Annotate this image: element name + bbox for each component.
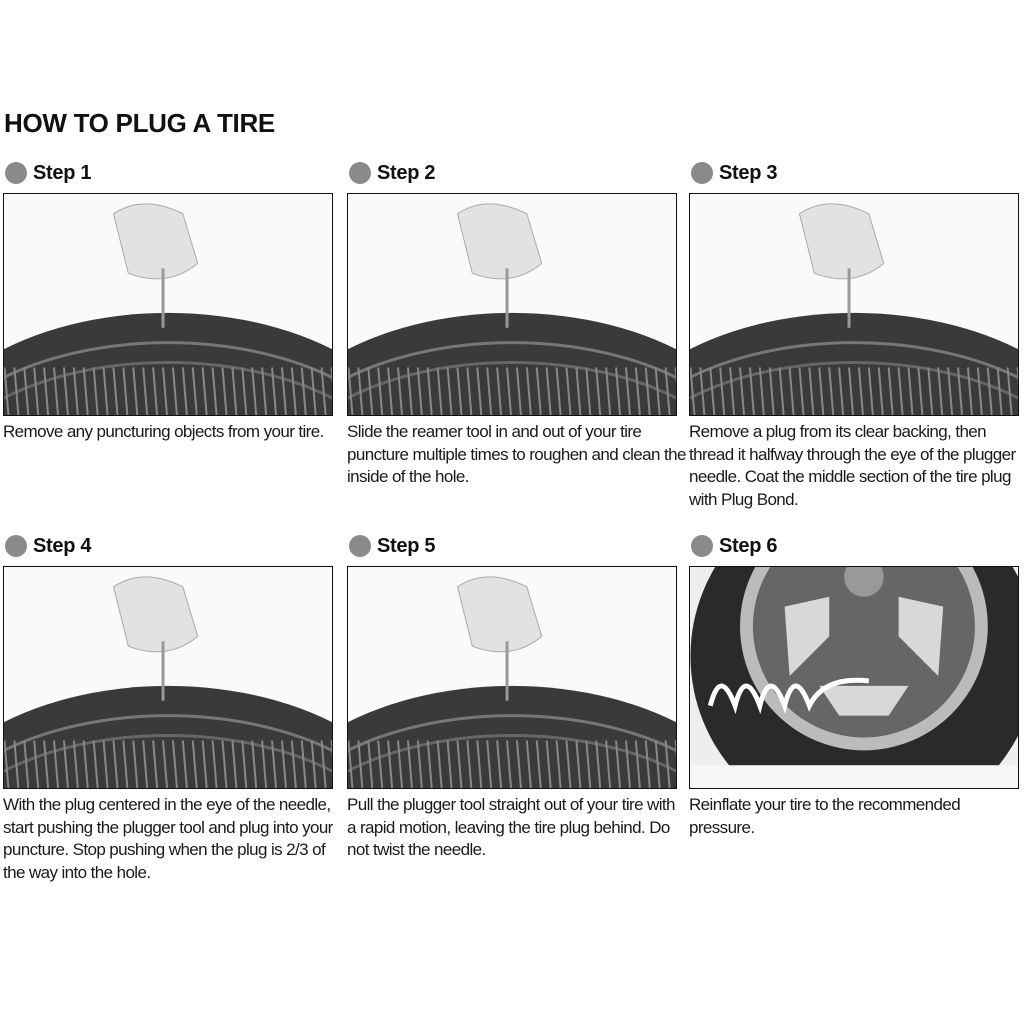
step-label: Step 6 <box>719 534 778 557</box>
step-bullet-icon <box>349 535 371 557</box>
step-6-photo <box>689 566 1019 789</box>
step-bullet-icon <box>5 535 27 557</box>
step-label: Step 4 <box>33 534 92 557</box>
step-bullet-icon <box>5 162 27 184</box>
step-description: Remove a plug from its clear backing, then thread it halfway through the eye of the plugger needle. Coat the middle section of the tire plug with Plug Bond. <box>689 422 1016 509</box>
wheel-illustration <box>690 567 1018 788</box>
tire-illustration <box>4 567 332 788</box>
step-4 <box>3 532 337 884</box>
step-1-photo <box>3 193 333 416</box>
step-2-photo <box>347 193 677 416</box>
step-3 <box>689 159 1023 511</box>
step-5 <box>347 532 681 862</box>
step-label: Step 1 <box>33 161 92 184</box>
page-title: HOW TO PLUG A TIRE <box>4 108 275 138</box>
step-bullet-icon <box>691 162 713 184</box>
step-bullet-icon <box>349 162 371 184</box>
step-4-photo <box>3 566 333 789</box>
tire-illustration <box>4 194 332 415</box>
step-description: Pull the plugger tool straight out of your tire with a rapid motion, leaving the tire plug behind. Do not twist the needle. <box>347 795 675 859</box>
step-label: Step 3 <box>719 161 778 184</box>
step-bullet-icon <box>691 535 713 557</box>
step-3-photo <box>689 193 1019 416</box>
step-2 <box>347 159 686 489</box>
tire-illustration <box>348 194 676 415</box>
step-label: Step 2 <box>377 161 436 184</box>
step-description: Remove any puncturing objects from your tire. <box>3 422 324 441</box>
step-1 <box>3 159 337 444</box>
step-6 <box>689 532 1023 839</box>
step-label: Step 5 <box>377 534 436 557</box>
step-description: Reinflate your tire to the recommended pressure. <box>689 795 961 837</box>
step-description: Slide the reamer tool in and out of your tire puncture multiple times to roughen and clean the inside of the hole. <box>347 422 686 486</box>
tire-illustration <box>690 194 1018 415</box>
step-description: With the plug centered in the eye of the needle, start pushing the plugger tool and plug into your puncture. Stop pushing when the plug is 2/3 of the way into the hole. <box>3 795 333 882</box>
step-5-photo <box>347 566 677 789</box>
tire-illustration <box>348 567 676 788</box>
